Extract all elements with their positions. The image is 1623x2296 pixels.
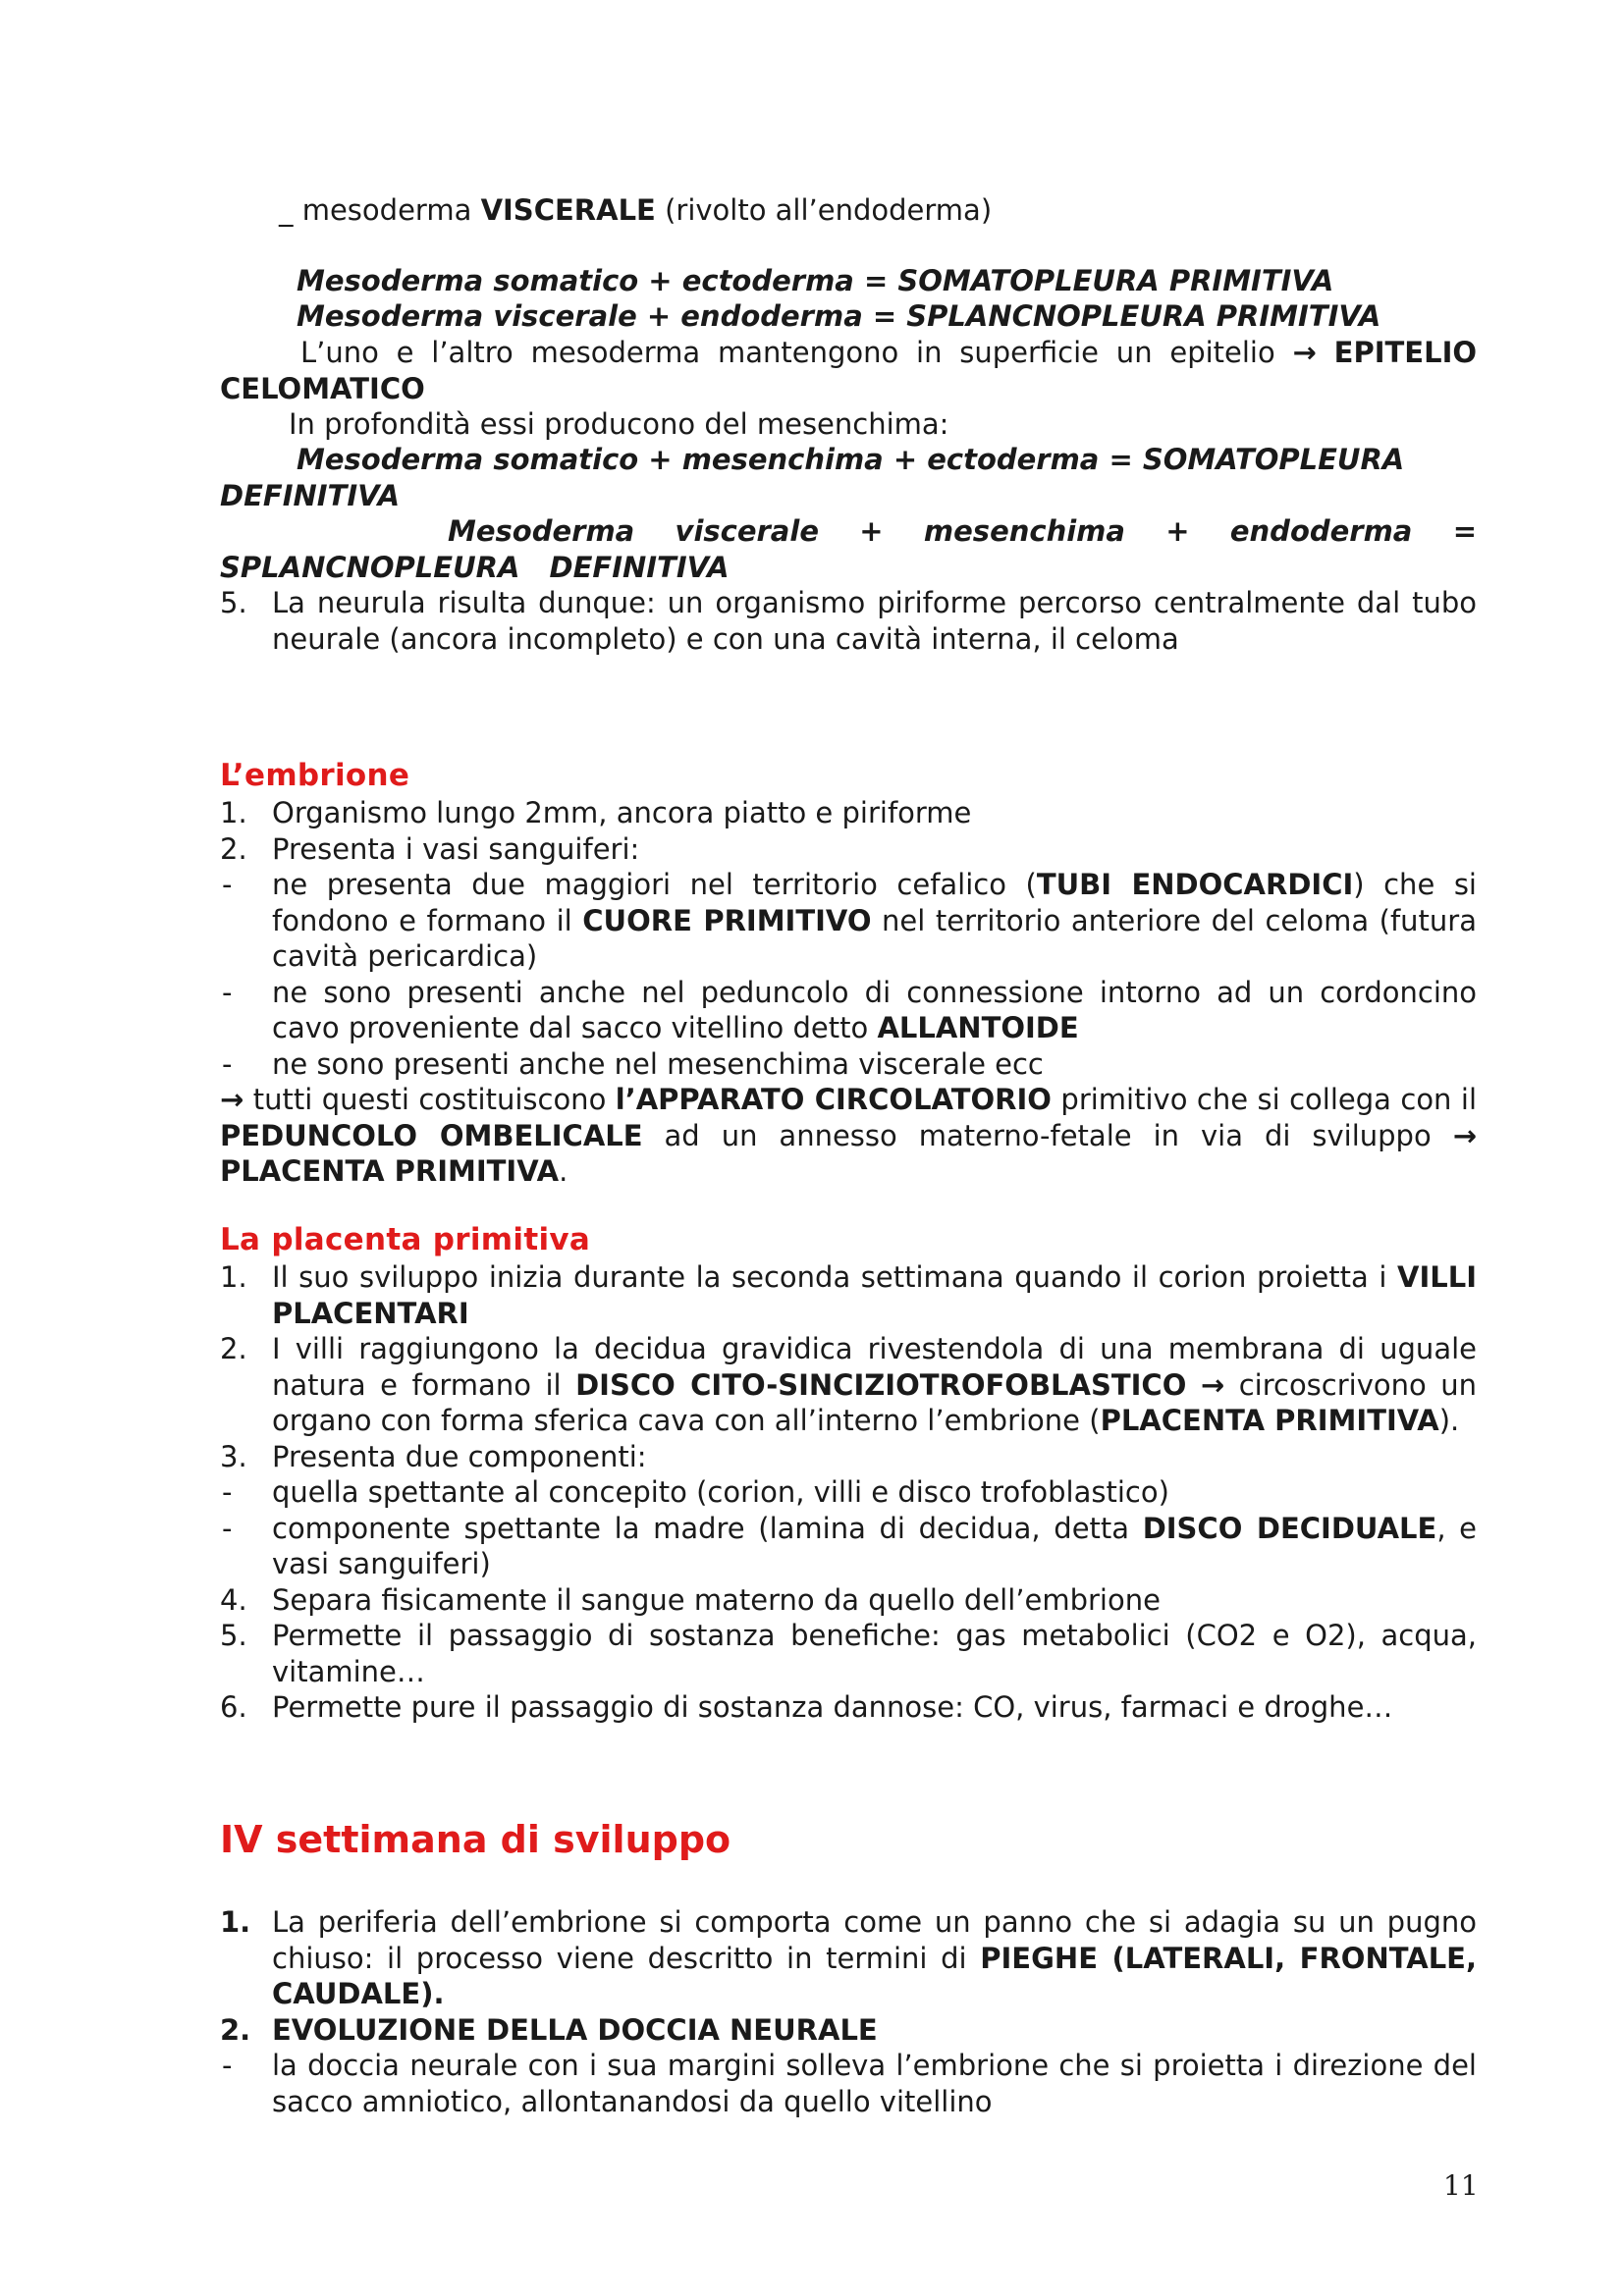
list-number: 1. [220, 1260, 247, 1294]
list-item [220, 831, 1477, 868]
bold-term: PIEGHE (LATERALI, FRONTALE, CAUDALE). [272, 1941, 1477, 2010]
dash-item [220, 2048, 1477, 2119]
arrow-right-icon: → [1292, 336, 1317, 369]
equation-somatopleura [220, 263, 1477, 299]
text: ne sono presenti anche nel peduncolo di connessione intorno ad un cordoncino cavo proveniente dal sacco vitellino detto [272, 975, 1477, 1044]
text: nel territorio anteriore del celoma (futura cavità pericardica) [272, 903, 1477, 973]
section-heading-placenta [220, 1222, 1477, 1258]
bold-term: TUBI ENDOCARDICI [1036, 868, 1354, 901]
dash-marker: - [222, 1511, 233, 1545]
list-number: 3. [220, 1439, 247, 1473]
dash-marker: - [222, 1475, 233, 1509]
eq2-text: Mesoderma viscerale + endoderma = SPLANCNOPLEURA PRIMITIVA [297, 299, 1381, 333]
list-number: 1. [220, 1905, 251, 1939]
intro-prefix: _ mesoderma [279, 193, 481, 227]
text: Presenta due componenti: [272, 1439, 647, 1473]
heading-text: IV settimana di sviluppo [220, 1818, 731, 1861]
profondita-text: In profondità essi producono del mesenchima: [289, 407, 949, 441]
list-item-text: Organismo lungo 2mm, ancora piatto e piriforme [272, 796, 972, 829]
text: . [559, 1154, 568, 1188]
list-item [220, 1618, 1477, 1689]
equation-splancnopleura [220, 298, 1477, 335]
list-number: 2. [220, 1332, 247, 1365]
list-item-text: La neurula risulta dunque: un organismo piriforme percorso centralmente dal tubo neurale (ancora incompleto) e con una cavità interna, il celoma [272, 586, 1477, 656]
dash-item [220, 1046, 1477, 1083]
arrow-right-icon: → [1200, 1367, 1225, 1402]
bold-term: DISCO CITO-SINCIZIOTROFOBLASTICO [575, 1367, 1187, 1402]
intro-suffix: (rivolto all’endoderma) [655, 193, 993, 227]
text: I villi raggiungono la decidua gravidica rivestendola di una membrana di uguale natura e formano il [272, 1332, 1477, 1402]
summary-paragraph [220, 1082, 1477, 1190]
dash-item [220, 1474, 1477, 1511]
settimana-list [220, 1904, 1477, 2119]
text: quella spettante al concepito (corion, villi e disco trofoblastico) [272, 1475, 1169, 1509]
eq4-text: Mesoderma viscerale + mesenchima + endoderma = SPLANCNOPLEURA DEFINITIVA [220, 514, 1477, 584]
epitelio-bold: EPITELIO CELOMATICO [220, 336, 1478, 405]
dash-marker: - [222, 1046, 233, 1081]
text: , e vasi sanguiferi) [272, 1511, 1478, 1580]
text: primitivo che si collega con il [1051, 1083, 1477, 1116]
section-heading-embrione [220, 758, 1477, 794]
dash-item [220, 975, 1477, 1046]
bold-term: DISCO DECIDUALE [1142, 1511, 1437, 1545]
heading-text: La placenta primitiva [220, 1222, 591, 1257]
bold-term: PLACENTA PRIMITIVA [220, 1154, 560, 1188]
text: Separa fisicamente il sangue materno da quello dell’embrione [272, 1582, 1161, 1617]
dash-item [220, 867, 1477, 975]
bold-term: CUORE PRIMITIVO [582, 903, 872, 937]
heading-text: L’embrione [220, 758, 410, 793]
text: La periferia dell’embrione si comporta come un panno che si adagia su un pugno chiuso: il processo viene descritto in termini di [272, 1905, 1477, 1975]
epitelio-text: L’uno e l’altro mesoderma mantengono in superficie un epitelio [300, 336, 1275, 369]
eq3-text: Mesoderma somatico + mesenchima + ectoderma = SOMATOPLEURA DEFINITIVA [220, 443, 1405, 512]
text: tutti questi costituiscono [243, 1083, 616, 1116]
dash-marker: - [222, 975, 233, 1009]
intro-bold: VISCERALE [480, 193, 656, 227]
intro-line [220, 192, 1477, 229]
text: circoscrivono un organo con forma sferica cava con all’interno l’embrione ( [272, 1367, 1478, 1437]
text: ne presenta due maggiori nel territorio cefalico ( [272, 868, 1037, 901]
list-number: 5. [220, 586, 247, 619]
epitelio-paragraph [220, 335, 1477, 406]
text: ). [1438, 1404, 1460, 1437]
list-item [220, 795, 1477, 831]
list-number: 2. [220, 831, 247, 866]
list-item [220, 1904, 1477, 2012]
bold-term: EVOLUZIONE DELLA DOCCIA NEURALE [272, 2012, 878, 2047]
list-number: 5. [220, 1619, 247, 1652]
list-item [220, 1259, 1477, 1331]
equation-splancnopleura-definitiva [220, 513, 1477, 585]
text: la doccia neurale con i sua margini solleva l’embrione che si proietta i direzione del sacco amniotico, allontanandosi da quello vitellino [272, 2049, 1477, 2118]
dash-marker: - [222, 2049, 233, 2082]
list-item [220, 1331, 1477, 1439]
arrow-right-icon: → [220, 1083, 244, 1116]
equation-somatopleura-definitiva [220, 442, 1477, 513]
list-item [220, 2012, 1477, 2049]
text: Permette il passaggio di sostanza benefiche: gas metabolici (CO2 e O2), acqua, vitamine… [272, 1619, 1477, 1688]
list-item-text: Presenta i vasi sanguiferi: [272, 831, 640, 866]
section-heading-settimana [220, 1818, 1477, 1861]
list-item-5 [220, 585, 1477, 657]
bold-term: ALLANTOIDE [877, 1011, 1079, 1044]
list-item [220, 1689, 1477, 1726]
dash-marker: - [222, 868, 233, 901]
profondita-line [220, 406, 1477, 443]
bold-term: PLACENTA PRIMITIVA [1100, 1404, 1439, 1437]
page-number: 11 [1443, 2169, 1479, 2202]
eq1-text: Mesoderma somatico + ectoderma = SOMATOPLEURA PRIMITIVA [297, 264, 1334, 297]
text: ne sono presenti anche nel mesenchima viscerale ecc [272, 1046, 1044, 1081]
dash-item [220, 1511, 1477, 1582]
text: ad un annesso materno-fetale in via di sviluppo [642, 1118, 1453, 1152]
text: componente spettante la madre (lamina di decidua, detta [272, 1511, 1143, 1545]
placenta-list [220, 1259, 1477, 1726]
bold-term: l’APPARATO CIRCOLATORIO [615, 1083, 1052, 1116]
text: ) che si fondono e formano il [272, 868, 1477, 937]
list-number: 4. [220, 1582, 247, 1617]
embrione-list [220, 795, 1477, 1190]
list-item [220, 1439, 1477, 1475]
list-number: 1. [220, 796, 247, 829]
list-item [220, 1582, 1477, 1619]
bold-term: PEDUNCOLO OMBELICALE [220, 1118, 643, 1152]
text: Permette pure il passaggio di sostanza dannose: CO, virus, farmaci e droghe… [272, 1690, 1393, 1724]
list-number: 6. [220, 1690, 247, 1724]
arrow-right-icon: → [1452, 1118, 1477, 1152]
bold-term: VILLI PLACENTARI [272, 1260, 1477, 1330]
text: Il suo sviluppo inizia durante la seconda settimana quando il corion proietta i [272, 1260, 1398, 1294]
list-number: 2. [220, 2012, 251, 2047]
